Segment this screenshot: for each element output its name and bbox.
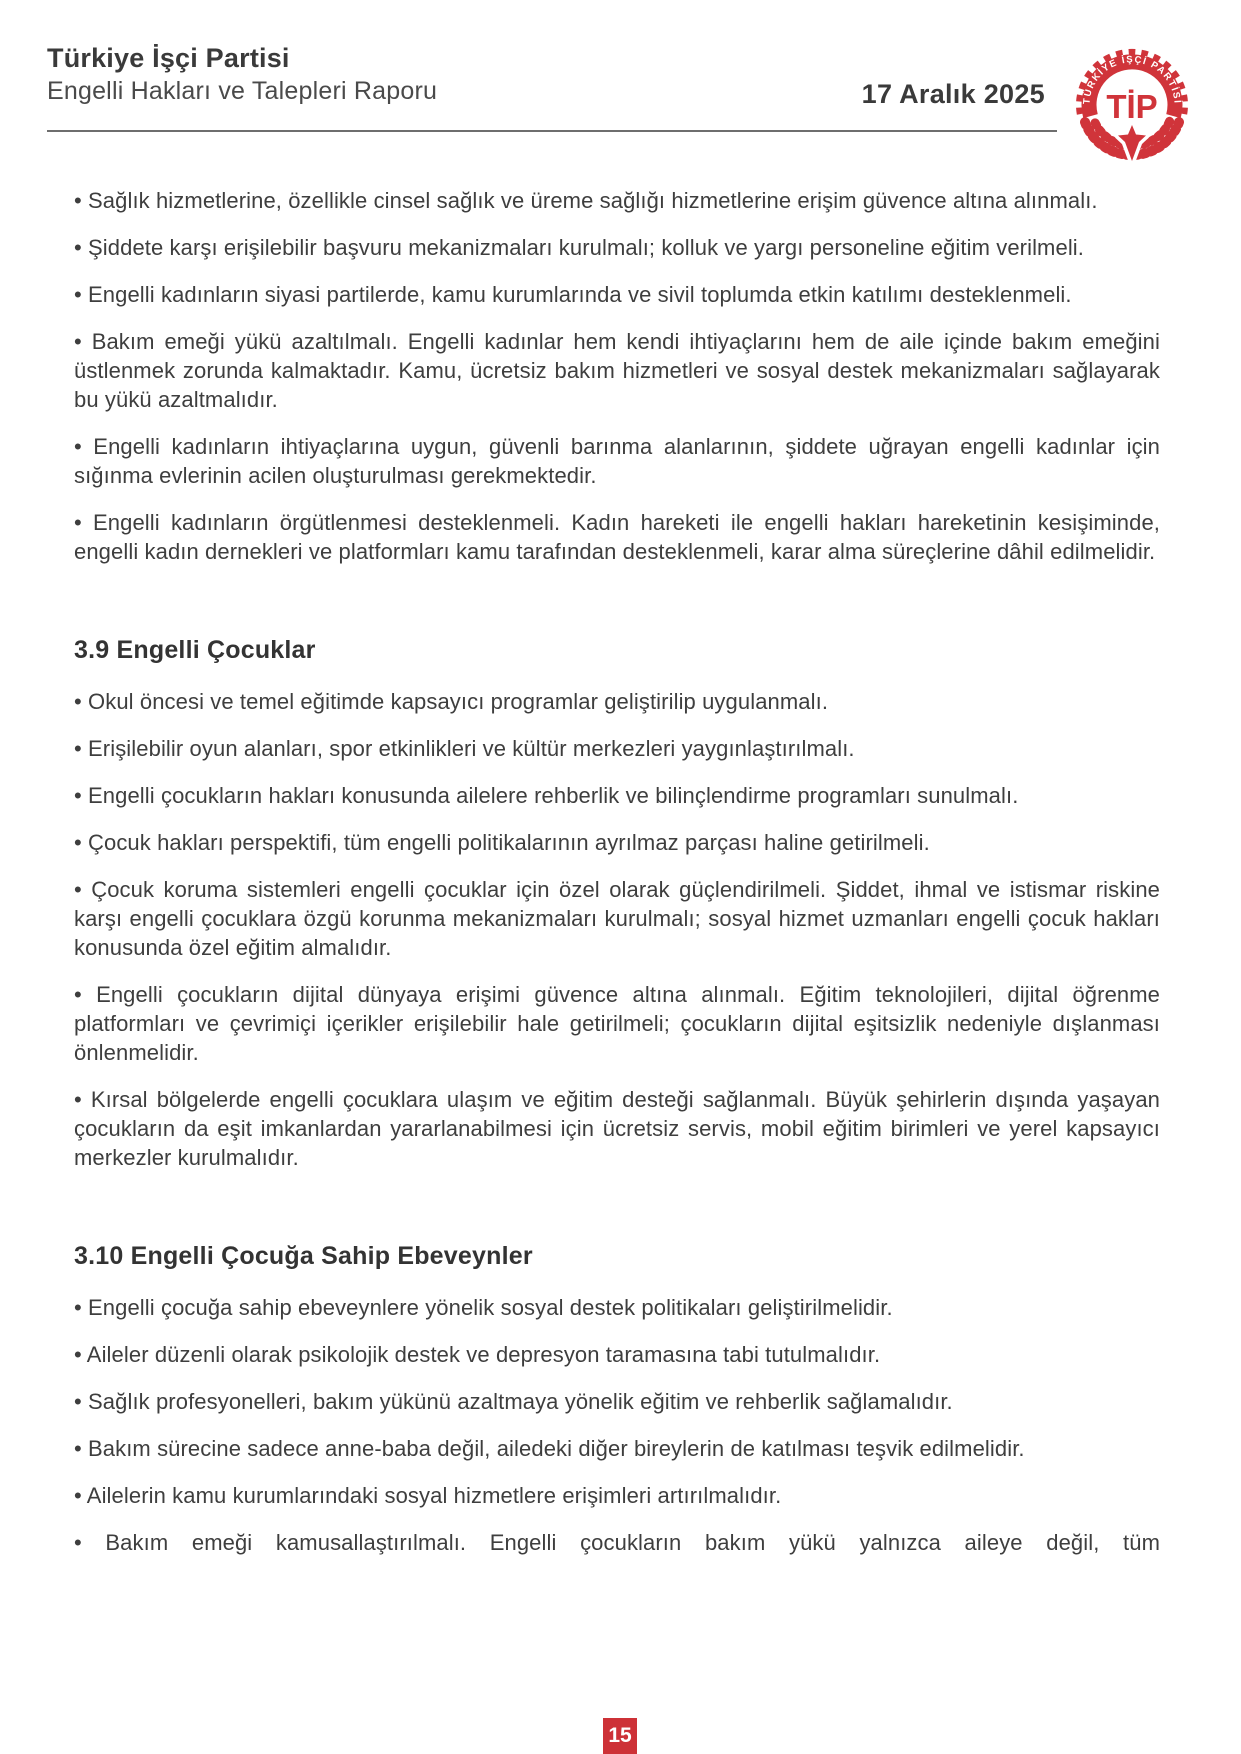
bullet-paragraph: • Şiddete karşı erişilebilir başvuru mekanizmaları kurulmalı; kolluk ve yargı personeline eğitim verilmeli. bbox=[74, 235, 1085, 260]
org-name: Türkiye İşçi Partisi bbox=[47, 43, 290, 73]
bullet-paragraph: • Sağlık hizmetlerine, özellikle cinsel sağlık ve üreme sağlığı hizmetlerine erişim güvence altına alınmalı. bbox=[74, 188, 1098, 213]
page-header bbox=[0, 0, 1241, 180]
bullet-paragraph: • Engelli kadınların siyasi partilerde, kamu kurumlarında ve sivil toplumda etkin katılımı desteklenmeli. bbox=[74, 282, 1072, 307]
bullet-paragraph: • Engelli kadınların ihtiyaçlarına uygun, güvenli barınma alanlarının, şiddete uğrayan engelli kadınlar için sığınma evlerinin acilen oluşturulması gerekmektedir. bbox=[74, 434, 1160, 488]
bullet-paragraph: • Sağlık profesyonelleri, bakım yükünü azaltmaya yönelik eğitim ve rehberlik sağlamalıdır. bbox=[74, 1389, 953, 1414]
bullet-paragraph: • Erişilebilir oyun alanları, spor etkinlikleri ve kültür merkezleri yaygınlaştırılmalı. bbox=[74, 736, 855, 761]
report-title: Engelli Hakları ve Talepleri Raporu bbox=[47, 77, 438, 105]
tip-logo-svg bbox=[1072, 47, 1192, 169]
bullet-paragraph: • Bakım emeği kamusallaştırılmalı. Engelli çocukların bakım yükü yalnızca aileye değil, tüm bbox=[74, 1530, 1160, 1555]
bullet-paragraph: • Engelli çocuğa sahip ebeveynlere yönelik sosyal destek politikaları geliştirilmelidir. bbox=[74, 1295, 893, 1320]
bullet-paragraph: • Çocuk koruma sistemleri engelli çocuklar için özel olarak güçlendirilmeli. Şiddet, ihmal ve istismar riskine karşı engelli çocuklara özgü korunma mekanizmaları kurulmalı; sosyal hizmet uzmanları engelli çocuk hakları konusunda özel eğitim almalıdır. bbox=[74, 877, 1160, 960]
section-heading: 3.10 Engelli Çocuğa Sahip Ebeveynler bbox=[74, 1242, 533, 1270]
bullet-paragraph: • Engelli çocukların hakları konusunda ailelere rehberlik ve bilinçlendirme programları sunulmalı. bbox=[74, 783, 1019, 808]
header-divider-line bbox=[47, 130, 1057, 132]
report-date: 17 Aralık 2025 bbox=[861, 79, 1045, 109]
tip-party-logo-icon bbox=[1072, 47, 1192, 169]
bullet-paragraph: • Engelli kadınların örgütlenmesi desteklenmeli. Kadın hareketi ile engelli hakları hareketinin kesişiminde, engelli kadın dernekleri ve platformları kamu tarafından desteklenmeli, karar alma süreçlerine dâhil edilmelidir. bbox=[74, 510, 1160, 564]
section-heading: 3.9 Engelli Çocuklar bbox=[74, 636, 316, 664]
report-body bbox=[74, 186, 1160, 1557]
bullet-paragraph: • Okul öncesi ve temel eğitimde kapsayıcı programlar geliştirilip uygulanmalı. bbox=[74, 689, 829, 714]
logo-ring-text: TÜRKİYE İŞÇİ PARTİSİ bbox=[1081, 54, 1183, 105]
bullet-paragraph: • Bakım sürecine sadece anne-baba değil, ailedeki diğer bireylerin de katılması teşvik edilmelidir. bbox=[74, 1436, 1025, 1461]
bullet-paragraph: • Çocuk hakları perspektifi, tüm engelli politikalarının ayrılmaz parçası haline getirilmeli. bbox=[74, 830, 930, 855]
header-titles bbox=[47, 42, 437, 107]
page-number-badge: 15 bbox=[603, 1718, 637, 1754]
logo-abbreviation: TİP bbox=[1106, 88, 1158, 125]
bullet-paragraph: • Engelli çocukların dijital dünyaya erişimi güvence altına alınmalı. Eğitim teknolojileri, dijital öğrenme platformları ve çevrimiçi içerikler erişilebilir hale getirilmeli; çocukların dijital eşitsizlik nedeniyle dışlanması önlenmelidir. bbox=[74, 982, 1160, 1065]
bullet-paragraph: • Kırsal bölgelerde engelli çocuklara ulaşım ve eğitim desteği sağlanmalı. Büyük şehirlerin dışında yaşayan çocukların da eşit imkanlardan yararlanabilmesi için ücretsiz servis, mobil eğitim birimleri ve yerel kapsayıcı merkezler kurulmalıdır. bbox=[74, 1087, 1160, 1170]
bullet-paragraph: • Bakım emeği yükü azaltılmalı. Engelli kadınlar hem kendi ihtiyaçlarını hem de aile içinde bakım emeğini üstlenmek zorunda kalmaktadır. Kamu, ücretsiz bakım hizmetleri ve sosyal destek mekanizmaları sağlayarak bu yükü azaltmalıdır. bbox=[74, 329, 1160, 412]
bullet-paragraph: • Aileler düzenli olarak psikolojik destek ve depresyon taramasına tabi tutulmalıdır. bbox=[74, 1342, 881, 1367]
bullet-paragraph: • Ailelerin kamu kurumlarındaki sosyal hizmetlere erişimleri artırılmalıdır. bbox=[74, 1483, 782, 1508]
